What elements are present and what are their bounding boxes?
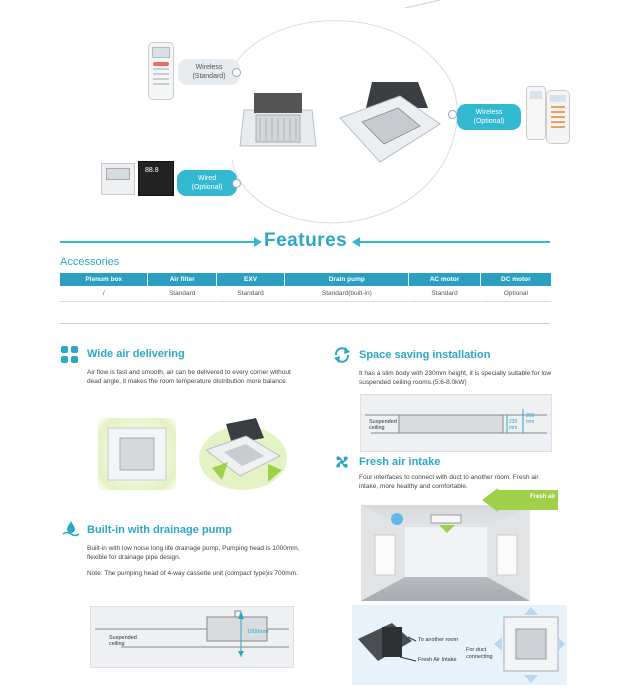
remote-wireless-optional-image [546,90,570,144]
column-header: Drain pump [285,273,408,286]
drainage-text: Built-in with low noise long life drainage pump, Pumping head is 1000mm, flexible for drainage pipe design. [87,545,300,561]
fresh-air-room-image [361,505,530,601]
wired-controller-black-image: 88.8 [138,161,174,196]
table-cell: Standard [409,286,479,302]
drainage-note: Note: The pumping head of 4-way cassette unit (compact type)is 700mm. [87,570,298,577]
remote-wireless-optional-image [526,86,546,140]
space-ceiling-label: Suspended ceiling [369,419,397,431]
wireless-standard-label: Wireless (Standard) [178,59,240,85]
space-dim-230: 230 mm [509,419,518,431]
wide-air-title: Wide air delivering [87,348,185,360]
drainage-height-label: 1000mm [247,629,269,635]
cassette-unit-angled-image [336,78,444,166]
section-divider [60,323,550,324]
wireless-optional-label: Wireless (Optional) [457,104,521,130]
label-fresh-air-intake: Fresh Air Intake [418,657,457,663]
table-row [60,286,551,302]
features-divider-left [60,241,258,243]
column-header: EXV [217,273,284,286]
column-header: Plenum box [60,273,147,286]
column-header: Air filter [148,273,215,286]
column-header: DC motor [481,273,551,286]
fresh-air-arrow-label: Fresh air [530,494,556,500]
fresh-air-text: Four interfaces to connect with duct to another room. Fresh air intake, more healthy and comfortable. [359,474,539,490]
divider-arrow [254,237,262,247]
wired-controller-white-image [101,163,135,195]
label-to-another-room: To another room [418,637,459,643]
fresh-air-intake-diagram [352,605,567,685]
space-saving-text: It has a slim body with 230mm height, it is specially suitable for low suspended ceiling rooms.(5.6-8.0kW) [359,370,552,386]
table-cell: Standard [217,286,284,302]
drainage-diagram [90,606,294,668]
wired-optional-label: Wired (Optional) [177,170,237,196]
water-drop-icon [61,520,81,538]
wide-air-angled-image [198,410,288,492]
drainage-title: Built-in with drainage pump [87,524,232,536]
accessories-table [59,273,552,302]
table-cell: Optional [481,286,551,302]
label-for-duct-connecting: For duct connecting [466,647,493,660]
remote-wireless-standard-image [148,42,174,100]
column-header: AC motor [409,273,479,286]
features-title: Features [264,230,348,251]
grid-fan-icon [61,346,78,363]
connector-dot [232,179,241,188]
connector-dot [448,110,457,119]
wide-air-text: Air flow is fast and smooth, air can be delivered to every corner without dead angle, it makes the room temperature distribution more balance. [87,369,291,385]
space-saving-title: Space saving installation [359,349,491,361]
cassette-unit-image [236,88,320,148]
table-header-row [60,273,551,286]
connector-dot [232,68,241,77]
table-cell: Standard(built-in) [285,286,408,302]
fresh-air-title: Fresh air intake [359,456,441,468]
accessories-title: Accessories [60,256,120,268]
fresh-air-arrow [462,488,558,512]
refresh-arrows-icon [333,346,351,364]
wide-air-cassette-image [98,418,176,490]
fan-icon [333,453,351,471]
table-cell: / [60,286,147,302]
drainage-ceiling-label: Suspended ceiling [109,635,137,647]
table-cell: Standard [148,286,215,302]
features-divider-right [356,241,550,243]
space-saving-diagram [360,394,552,452]
space-dim-260: 260 mm [526,413,535,425]
